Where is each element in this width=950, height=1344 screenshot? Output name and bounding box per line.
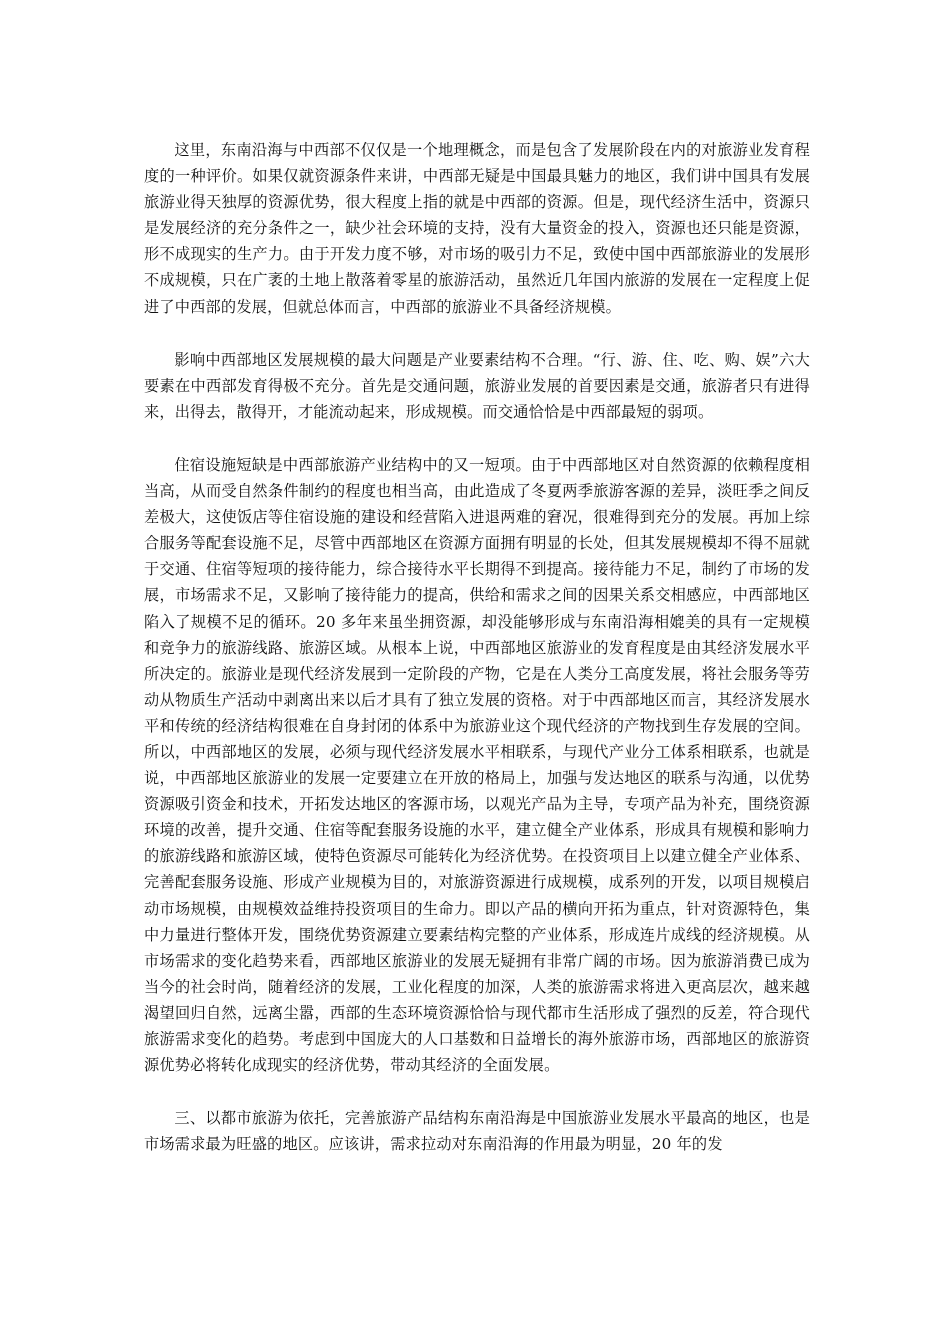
paragraph-3: 住宿设施短缺是中西部旅游产业结构中的又一短项。由于中西部地区对自然资源的依赖程度相当高，从而受自然条件制约的程度也相当高，由此造成了冬夏两季旅游客源的差异，淡旺季之间反差极大，这使饭店等住宿设施的建设和经营陷入进退两难的窘况，很难得到充分的发展。再加上综合服务等配套设施不足，尽管中西部地区在资源方面拥有明显的长处，但其发展规模却不得不屈就于交通、住宿等短项的接待能力，综合接待水平长期得不到提高。接待能力不足，制约了市场的发展，市场需求不足，又影响了接待能力的提高，供给和需求之间的因果关系交相感应，中西部地区陷入了规模不足的循环。20 多年来虽坐拥资源，却没能够形成与东南沿海相媲美的具有一定规模和竞争力的旅游线路、旅游区域。从根本上说，中西部地区旅游业的发育程度是由其经济发展水平所决定的。旅游业是现代经济发展到一定阶段的产物，它是在人类分工高度发展，将社会服务等劳动从物质生产活动中剥离出来以后才具有了独立发展的资格。对于中西部地区而言，其经济发展水平和传统的经济结构很难在自身封闭的体系中为旅游业这个现代经济的产物找到生存发展的空间。所以，中西部地区的发展，必须与现代经济发展水平相联系，与现代产业分工体系相联系，也就是说，中西部地区旅游业的发展一定要建立在开放的格局上，加强与发达地区的联系与沟通，以优势资源吸引资金和技术，开拓发达地区的客源市场，以观光产品为主导，专项产品为补充，围绕资源环境的改善，提升交通、住宿等配套服务设施的水平，建立健全产业体系，形成具有规模和影响力的旅游线路和旅游区域，使特色资源尽可能转化为经济优势。在投资项目上以建立健全产业体系、完善配套服务设施、形成产业规模为目的，对旅游资源进行成规模，成系列的开发，以项目规模启动市场规模，由规模效益维持投资项目的生命力。即以产品的横向开拓为重点，针对资源特色，集中力量进行整体开发，围绕优势资源建立要素结构完整的产业体系，形成连片成线的经济规模。从市场需求的变化趋势来看，西部地区旅游业的发展无疑拥有非常广阔的市场。因为旅游消费已成为当今的社会时尚，随着经济的发展，工业化程度的加深，人类的旅游需求将进入更高层次，越来越渴望回归自然，远离尘嚣，西部的生态环境资源恰恰与现代都市生活形成了强烈的反差，符合现代旅游需求变化的趋势。考虑到中国庞大的人口基数和日益增长的海外旅游市场，西部地区的旅游资源优势必将转化成现实的经济优势，带动其经济的全面发展。 (144, 455, 810, 1075)
paragraph-2: 影响中西部地区发展规模的最大问题是产业要素结构不合理。“行、游、住、吃、购、娱”六大要素在中西部发育得极不充分。首先是交通问题，旅游业发展的首要因素是交通，旅游者只有进得来，出得去，散得开，才能流动起来，形成规模。而交通恰恰是中西部最短的弱项。 (144, 350, 810, 421)
paragraph-gap (144, 425, 810, 452)
paragraph-4: 三、以都市旅游为依托，完善旅游产品结构东南沿海是中国旅游业发展水平最高的地区，也是市场需求最为旺盛的地区。应该讲，需求拉动对东南沿海的作用最为明显，20 年的发 (144, 1109, 810, 1154)
document-page (144, 137, 810, 1157)
paragraph-gap (144, 320, 810, 347)
paragraph-gap (144, 1078, 810, 1105)
paragraph-1: 这里，东南沿海与中西部不仅仅是一个地理概念，而是包含了发展阶段在内的对旅游业发育程度的一种评价。如果仅就资源条件来讲，中西部无疑是中国最具魅力的地区，我们讲中国具有发展旅游业得天独厚的资源优势，很大程度上指的就是中西部的资源。但是，现代经济生活中，资源只是发展经济的充分条件之一，缺少社会环境的支持，没有大量资金的投入，资源也还只能是资源，形不成现实的生产力。由于开发力度不够，对市场的吸引力不足，致使中国中西部旅游业的发展形不成规模，只在广袤的土地上散落着零星的旅游活动，虽然近几年国内旅游的发展在一定程度上促进了中西部的发展，但就总体而言，中西部的旅游业不具备经济规模。 (144, 141, 810, 316)
